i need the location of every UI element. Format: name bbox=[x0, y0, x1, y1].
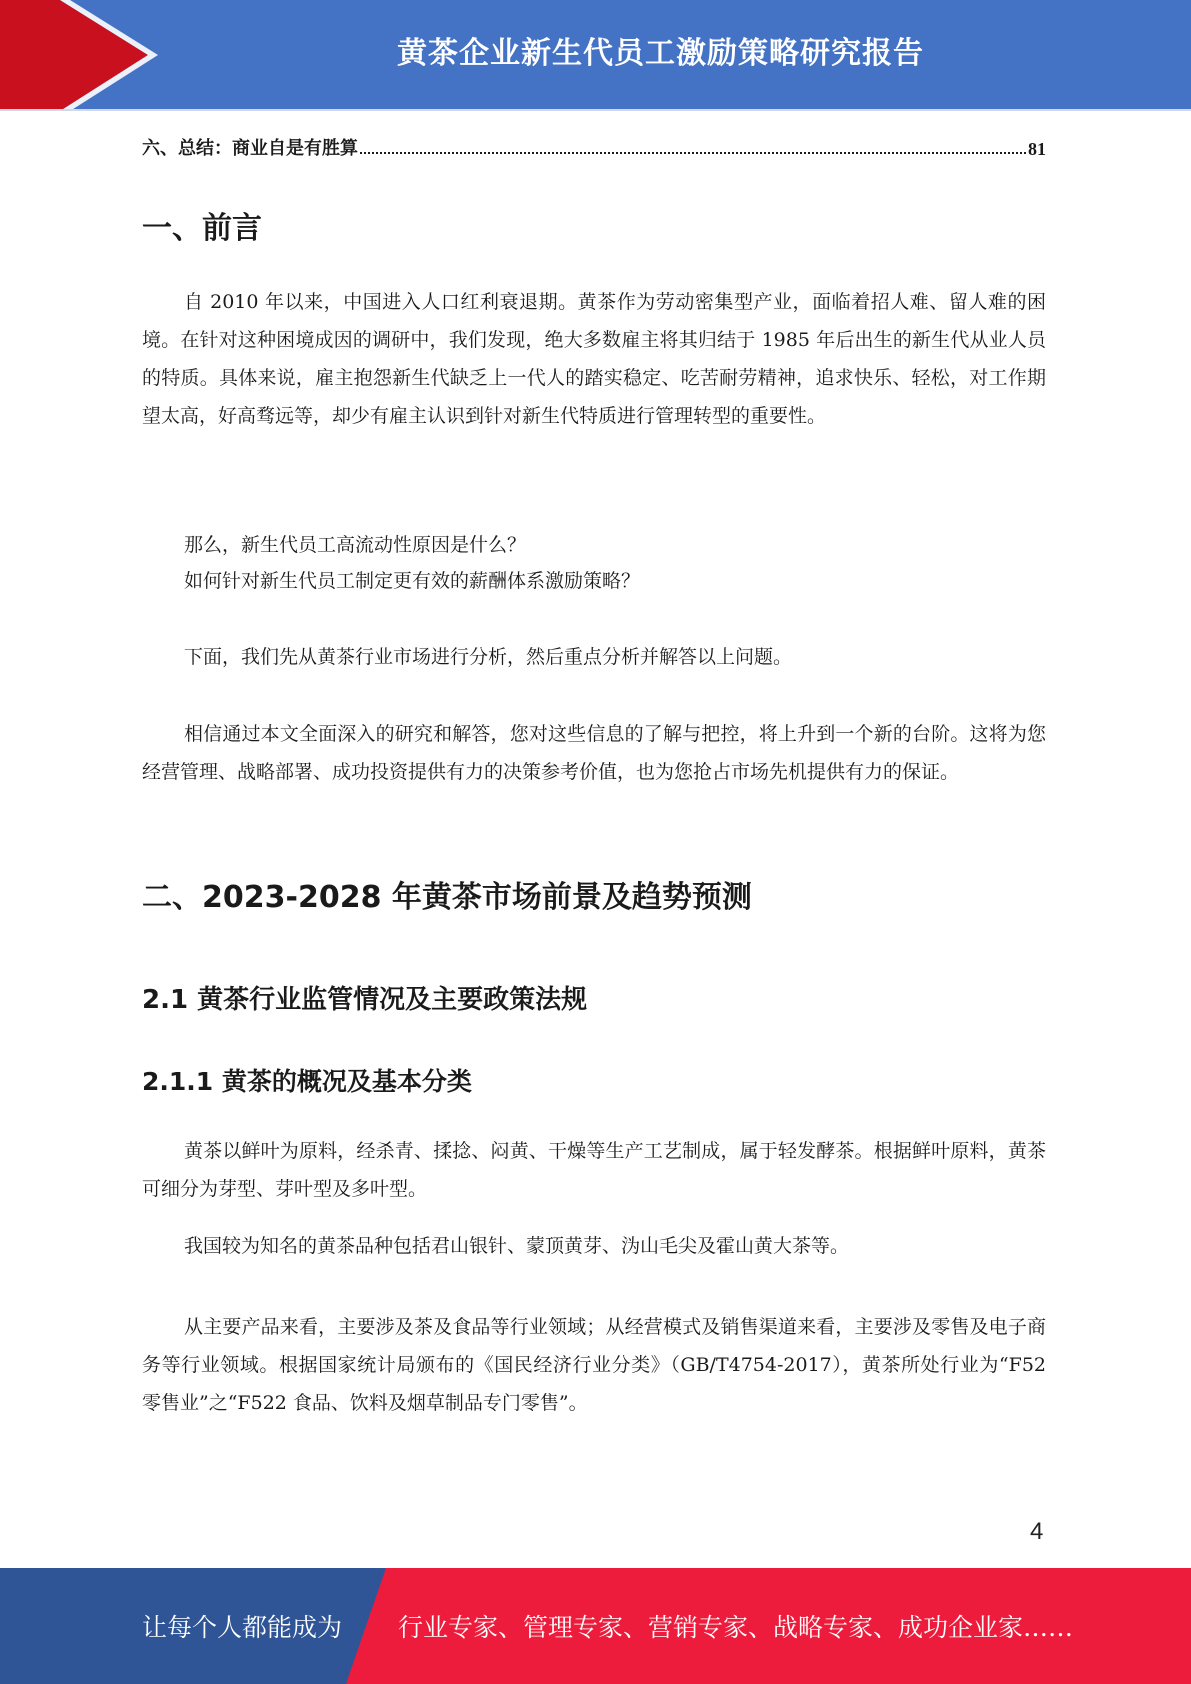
subsubsection-heading: 2.1.1 黄茶的概况及基本分类 bbox=[142, 1067, 472, 1096]
section-heading-preface: 一、前言 bbox=[142, 211, 262, 246]
paragraph: 那么，新生代员工高流动性原因是什么？ bbox=[184, 534, 527, 556]
paragraph: 相信通过本文全面深入的研究和解答，您对这些信息的了解与把控，将上升到一个新的台阶。这将为您经营管理、战略部署、成功投资提供有力的决策参考价值，也为您抢占市场先机提供有力的保证。 bbox=[142, 723, 1046, 783]
toc-entry[interactable] bbox=[142, 130, 1046, 160]
paragraph: 从主要产品来看，主要涉及茶及食品等行业领域；从经营模式及销售渠道来看，主要涉及零售及电子商务等行业领域。根据国家统计局颁布的《国民经济行业分类》（GB/T4754-2017），黄茶所处行业为“F52 零售业”之“F522 食品、饮料及烟草制品专门零售”。 bbox=[142, 1316, 1046, 1414]
toc-dot-leader bbox=[360, 152, 1026, 154]
page-header bbox=[0, 0, 1191, 111]
toc-entry-label: 六、总结：商业自是有胜算 bbox=[142, 138, 358, 159]
paragraph: 黄茶以鲜叶为原料，经杀青、揉捻、闷黄、干燥等生产工艺制成，属于轻发酵茶。根据鲜叶原料，黄茶可细分为芽型、芽叶型及多叶型。 bbox=[142, 1140, 1046, 1200]
paragraph: 下面，我们先从黄茶行业市场进行分析，然后重点分析并解答以上问题。 bbox=[184, 646, 793, 668]
paragraph: 自 2010 年以来，中国进入人口红利衰退期。黄茶作为劳动密集型产业，面临着招人难、留人难的困境。在针对这种困境成因的调研中，我们发现，绝大多数雇主将其归结于 1985 年后出生的新生代从业人员的特质。具体来说，雇主抱怨新生代缺乏上一代人的踏实稳定、吃苦耐劳精神，追求快乐、轻松，对工作期望太高，好高骛远等，却少有雇主认识到针对新生代特质进行管理转型的重要性。 bbox=[142, 291, 1046, 427]
footer-slogan-right: 行业专家、管理专家、营销专家、战略专家、成功企业家…… bbox=[398, 1613, 1074, 1642]
page-footer bbox=[0, 1568, 1191, 1684]
paragraph: 如何针对新生代员工制定更有效的薪酬体系激励策略？ bbox=[184, 570, 641, 592]
subsection-heading: 2.1 黄茶行业监管情况及主要政策法规 bbox=[142, 985, 588, 1015]
report-title: 黄茶企业新生代员工激励策略研究报告 bbox=[397, 36, 924, 71]
footer-slogan-left: 让每个人都能成为 bbox=[142, 1613, 343, 1642]
section-heading-forecast: 二、2023-2028 年黄茶市场前景及趋势预测 bbox=[142, 880, 752, 915]
paragraph: 我国较为知名的黄茶品种包括君山银针、蒙顶黄芽、沩山毛尖及霍山黄大茶等。 bbox=[184, 1235, 850, 1257]
page-number: 4 bbox=[1030, 1518, 1044, 1545]
toc-entry-page: 81 bbox=[1028, 139, 1046, 159]
